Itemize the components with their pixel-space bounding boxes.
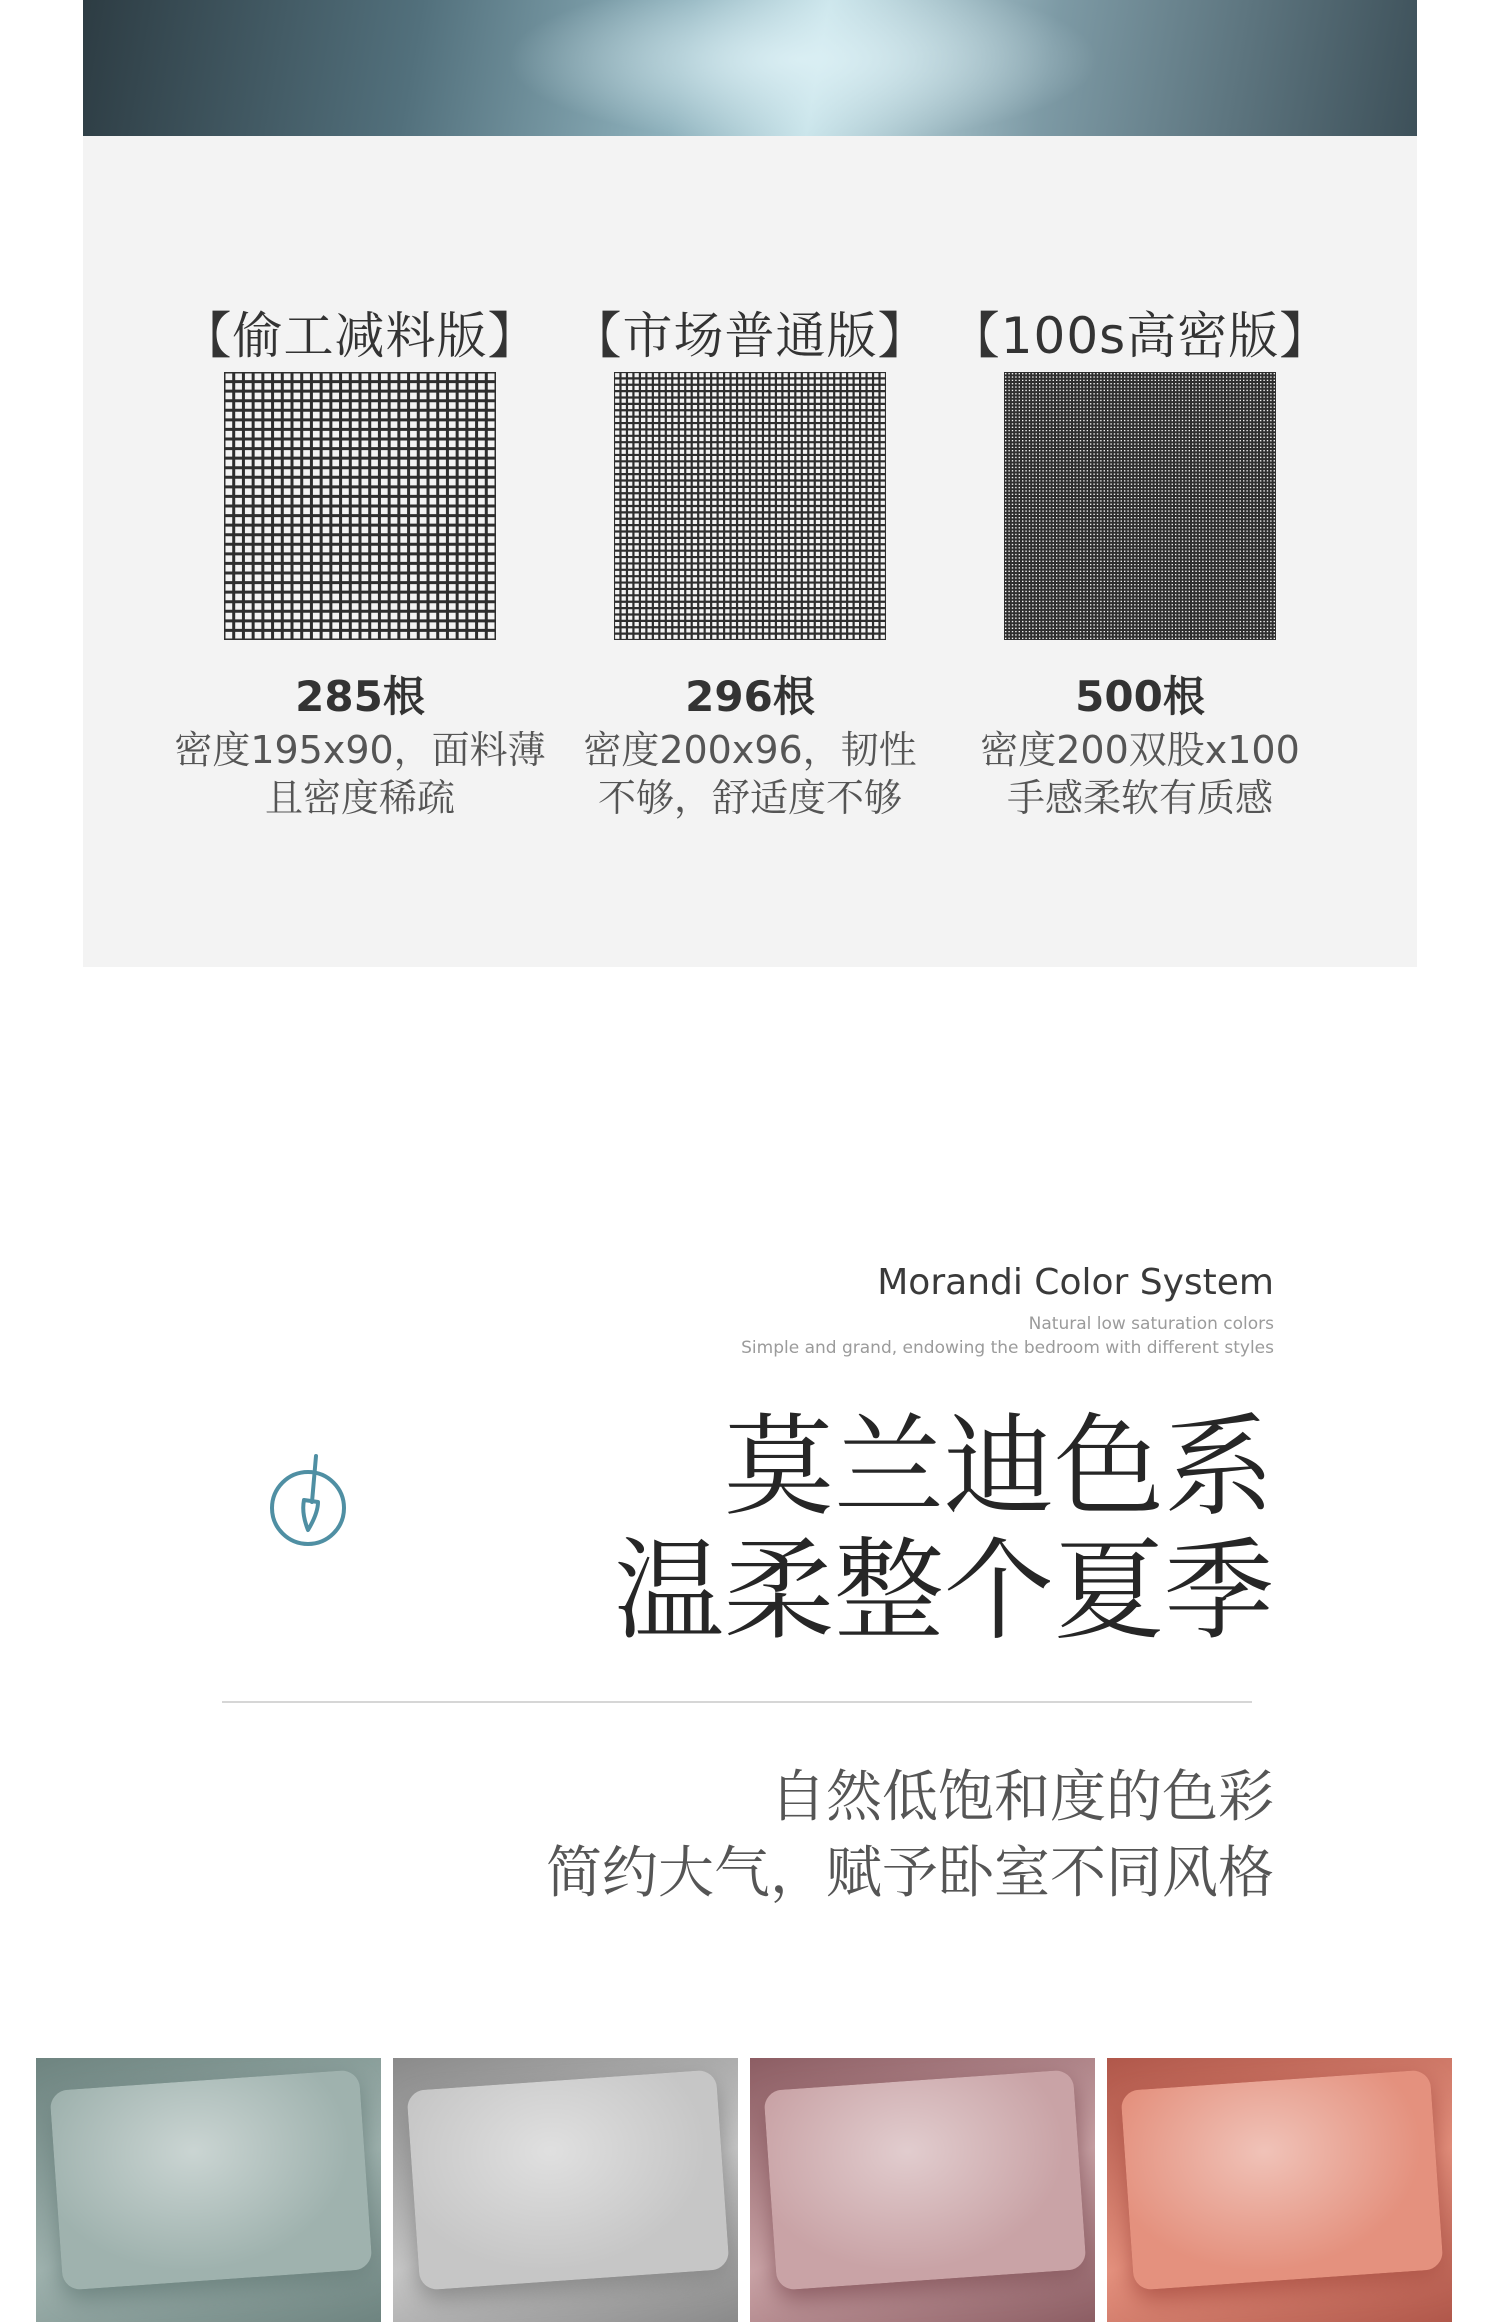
density-comparison-panel [83, 136, 1417, 967]
desc-line: 密度200x96，韧性 [583, 728, 917, 772]
column-description [535, 726, 965, 822]
english-subheading [741, 1312, 1274, 1360]
weave-grid-dense [1004, 372, 1276, 640]
pillow-image [49, 2069, 372, 2290]
fabric-banner-image [83, 0, 1417, 136]
color-swatch-image [750, 2058, 1095, 2322]
heading-line: 莫兰迪色系 [724, 1403, 1274, 1531]
sub-heading-line: 简约大气，赋予卧室不同风格 [546, 1841, 1274, 1906]
desc-line: 密度200双股x100 [980, 728, 1300, 772]
color-swatch-image [36, 2058, 381, 2322]
divider [222, 1701, 1252, 1703]
desc-line: 不够，舒适度不够 [597, 776, 902, 820]
thread-count: 296根 [685, 672, 815, 721]
heading-line: 温柔整个夏季 [614, 1527, 1274, 1655]
column-description [145, 726, 575, 822]
english-heading: Morandi Color System [877, 1262, 1274, 1303]
english-sub-line: Simple and grand, endowing the bedroom with different styles [741, 1338, 1274, 1358]
paintbrush-circle-icon [268, 1452, 348, 1548]
weave-grid-sparse [224, 372, 496, 640]
pillow-image [406, 2069, 729, 2290]
column-title: 【市场普通版】 [571, 307, 929, 365]
thread-count: 285根 [295, 672, 425, 721]
thread-count: 500根 [1075, 672, 1205, 721]
sub-heading-line: 自然低饱和度的色彩 [770, 1765, 1274, 1830]
pillow-image [1120, 2069, 1443, 2290]
sub-heading [546, 1760, 1274, 1912]
column-title: 【100s高密版】 [949, 307, 1331, 365]
desc-line: 手感柔软有质感 [1006, 776, 1273, 820]
pillow-image [763, 2069, 1086, 2290]
english-sub-line: Natural low saturation colors [1028, 1314, 1274, 1334]
desc-line: 密度195x90，面料薄 [174, 728, 546, 772]
column-title: 【偷工减料版】 [181, 307, 539, 365]
main-heading [614, 1405, 1274, 1653]
desc-line: 且密度稀疏 [264, 776, 455, 820]
column-description [925, 726, 1355, 822]
color-swatch-image [393, 2058, 738, 2322]
color-swatch-image [1107, 2058, 1452, 2322]
weave-grid-medium [614, 372, 886, 640]
